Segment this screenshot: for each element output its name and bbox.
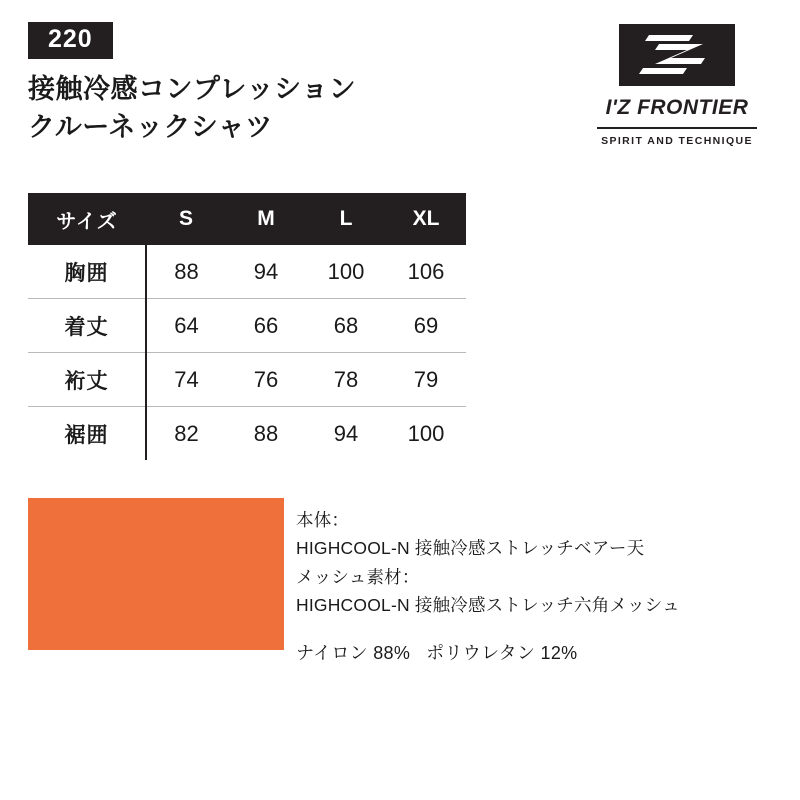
composition-polyurethane: ポリウレタン 12% (426, 643, 578, 664)
cell-length-l: 68 (306, 299, 386, 353)
brand-tagline: SPIRIT AND TECHNIQUE (601, 135, 753, 147)
cell-hem-l: 94 (306, 407, 386, 461)
table-row (28, 299, 466, 353)
table-header-size-l: L (306, 193, 386, 245)
cell-chest-s: 88 (146, 245, 226, 299)
brand-logo (582, 22, 772, 147)
product-name-line-2: クルーネックシャツ (28, 112, 273, 143)
cell-chest-m: 94 (226, 245, 306, 299)
cell-hem-m: 88 (226, 407, 306, 461)
material-description (296, 506, 776, 669)
product-name-line-1: 接触冷感コンプレッション (28, 74, 357, 104)
table-header-size-s: S (146, 193, 226, 245)
title-block (28, 22, 498, 147)
header (28, 22, 772, 147)
cell-hem-s: 82 (146, 407, 226, 461)
row-label-chest: 胸囲 (28, 245, 146, 299)
page-title (28, 70, 498, 147)
table-row (28, 353, 466, 407)
brand-name: I'Z FRONTIER (605, 96, 749, 119)
table-header-row (28, 193, 466, 245)
product-code-badge: 220 (28, 22, 113, 59)
composition-nylon: ナイロン 88% (296, 643, 411, 664)
row-label-length: 着丈 (28, 299, 146, 353)
table-header-size-label: サイズ (28, 193, 146, 245)
cell-sleeve-xl: 79 (386, 353, 466, 407)
material-body-value: HIGHCOOL-N 接触冷感ストレッチベアー天 (296, 538, 645, 559)
size-chart-table (28, 193, 466, 460)
cell-sleeve-m: 76 (226, 353, 306, 407)
table-row (28, 245, 466, 299)
cell-sleeve-l: 78 (306, 353, 386, 407)
material-mesh-label: メッシュ素材： (296, 566, 420, 587)
cell-length-m: 66 (226, 299, 306, 353)
cell-chest-xl: 106 (386, 245, 466, 299)
cell-length-xl: 69 (386, 299, 466, 353)
row-label-hem: 裾囲 (28, 407, 146, 461)
table-row (28, 407, 466, 461)
material-body-label: 本体： (296, 510, 350, 530)
cell-hem-xl: 100 (386, 407, 466, 461)
fabric-color-swatch (28, 498, 284, 650)
material-composition (296, 639, 776, 668)
table-header-size-m: M (226, 193, 306, 245)
cell-chest-l: 100 (306, 245, 386, 299)
brand-divider (597, 127, 757, 129)
table-header-size-xl: XL (386, 193, 466, 245)
row-label-sleeve: 裄丈 (28, 353, 146, 407)
cell-sleeve-s: 74 (146, 353, 226, 407)
material-mesh-value: HIGHCOOL-N 接触冷感ストレッチ六角メッシュ (296, 595, 680, 616)
iz-frontier-logo-icon (619, 24, 735, 86)
cell-length-s: 64 (146, 299, 226, 353)
